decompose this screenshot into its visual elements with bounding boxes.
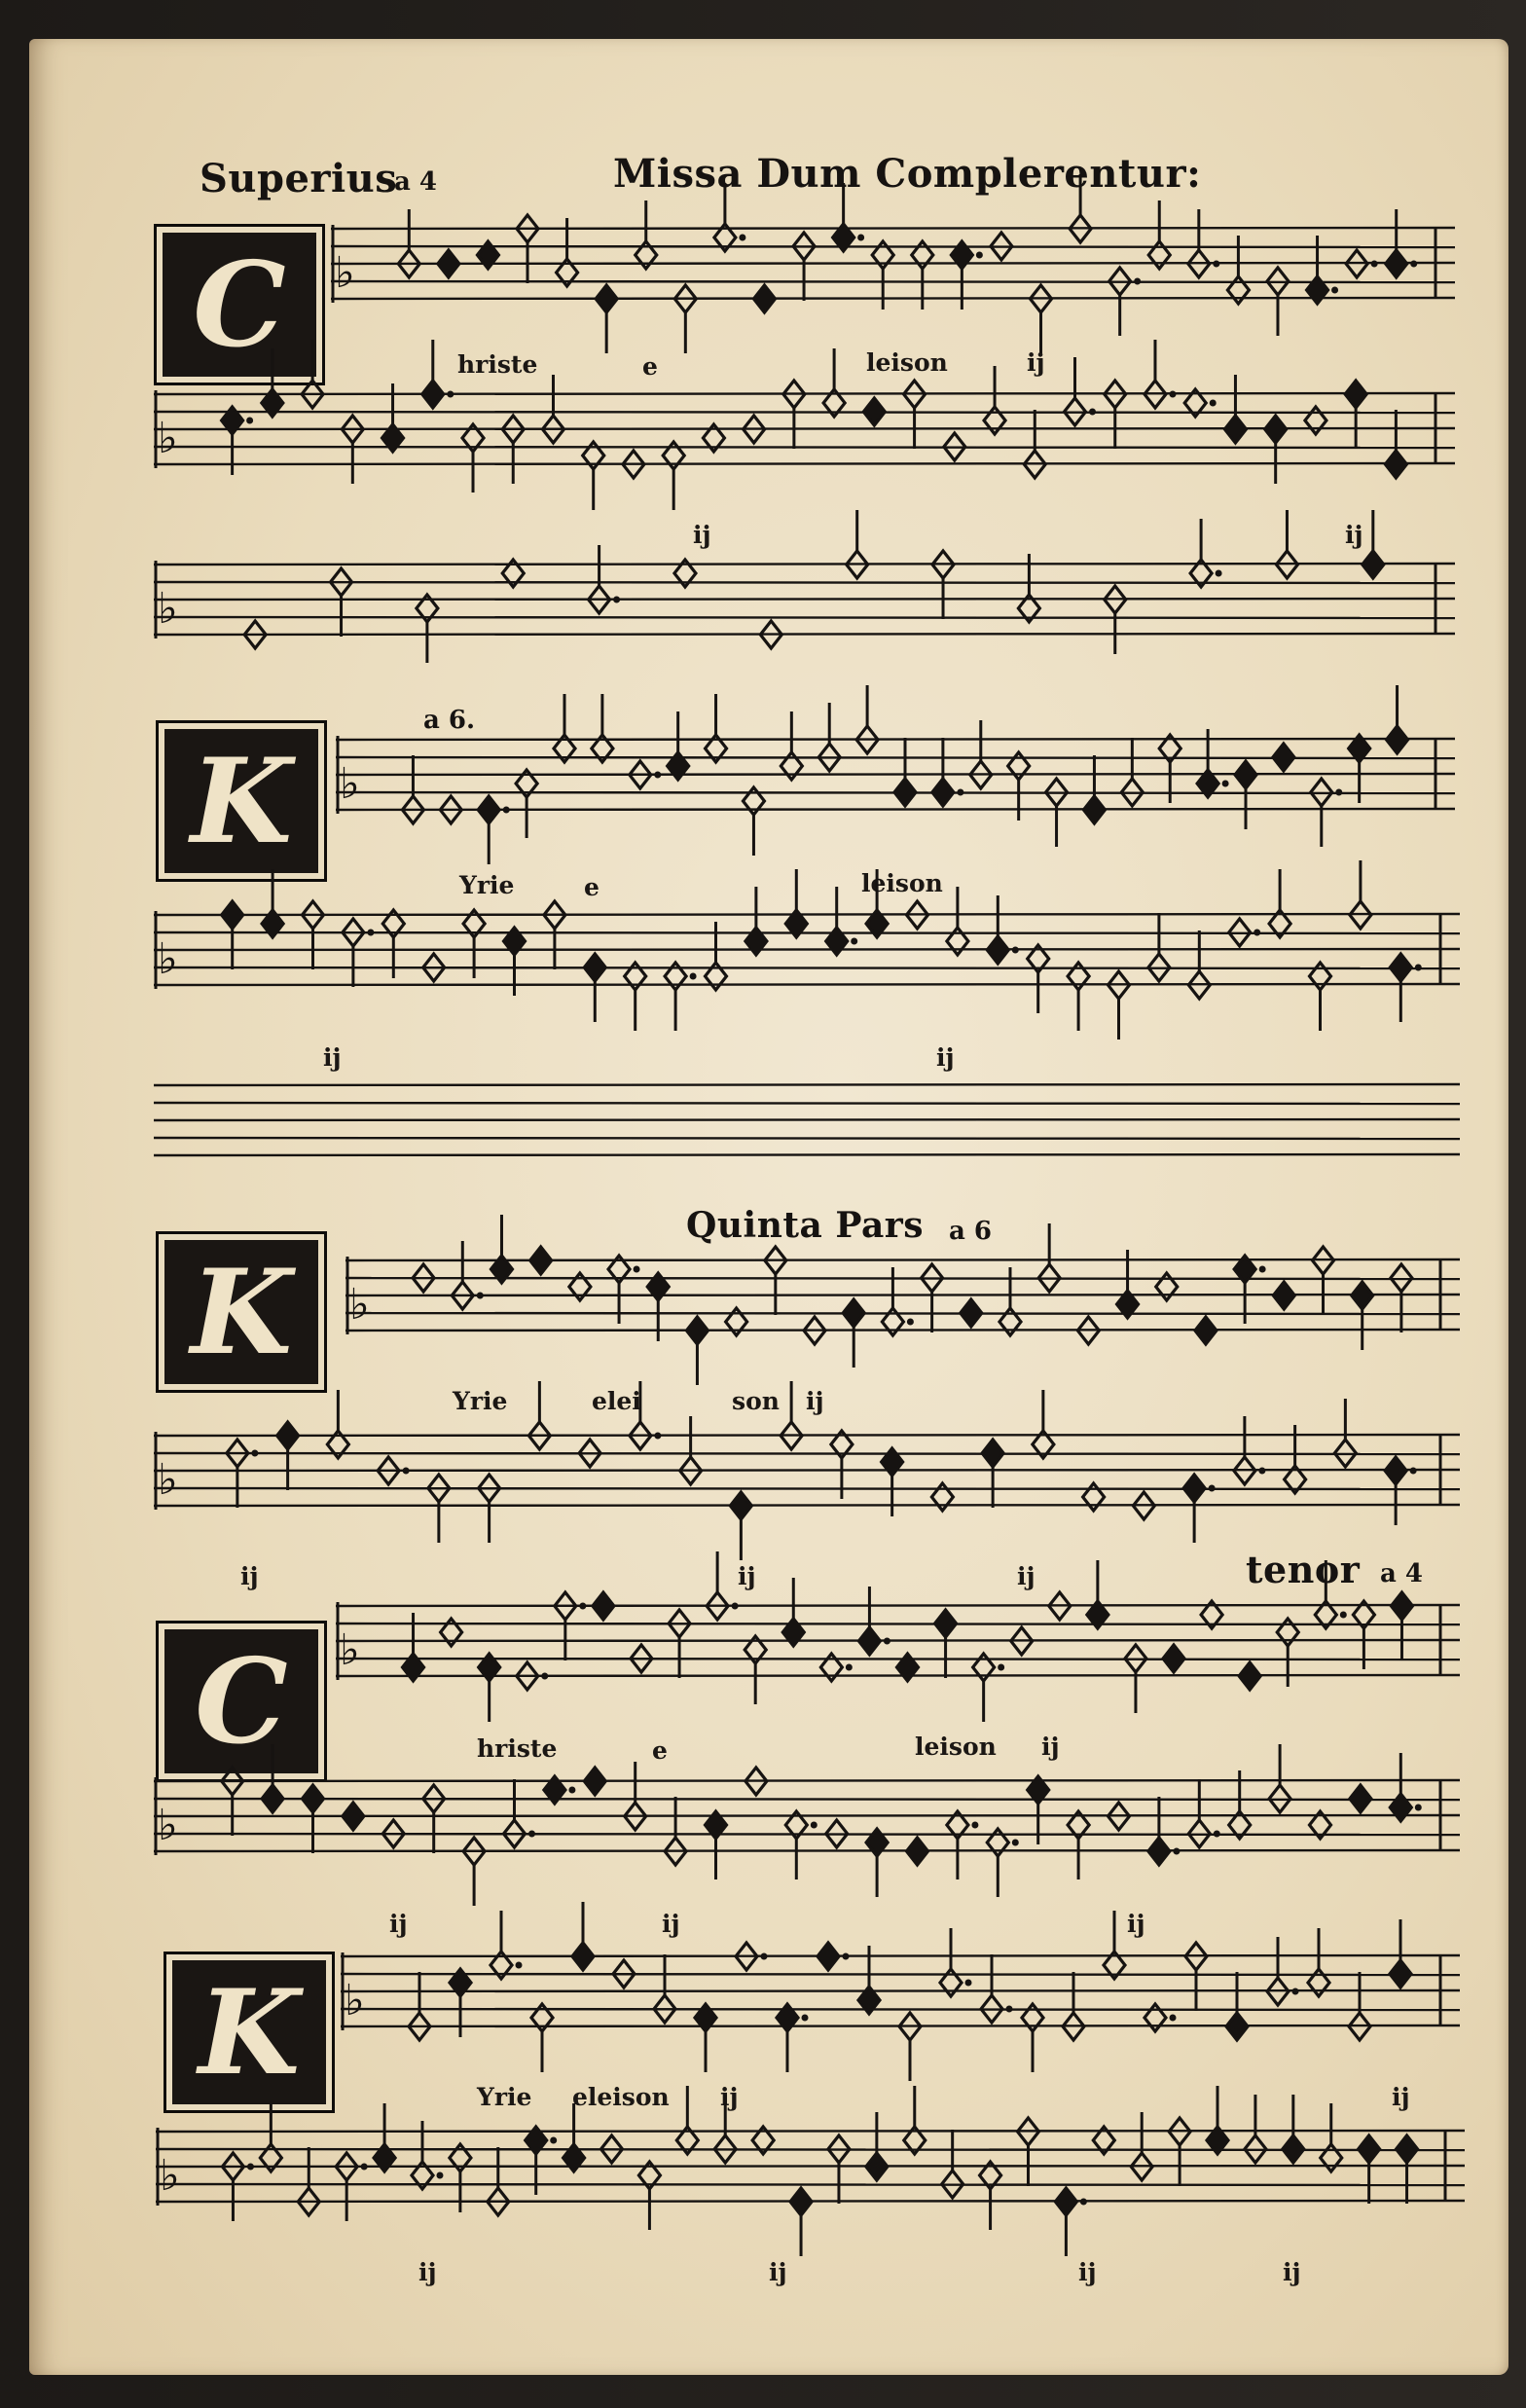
note-dot: [1213, 261, 1219, 268]
note-head: [866, 2153, 888, 2180]
note-head: [1239, 1662, 1260, 1690]
note-head: [1391, 1592, 1412, 1620]
note-dot: [1340, 1612, 1347, 1619]
note-head: [593, 1592, 614, 1620]
note-dot: [1410, 261, 1417, 268]
lyric: ij: [240, 1562, 259, 1590]
lyric: ij: [662, 1910, 680, 1938]
note-head: [1283, 2135, 1304, 2163]
note-head: [872, 241, 893, 269]
note-head: [686, 1317, 708, 1344]
note-head: [843, 1299, 864, 1327]
staff-line: [331, 263, 1455, 264]
note-head: [706, 963, 727, 990]
lyric: ij: [323, 1043, 342, 1072]
staff-line: [154, 1850, 1460, 1851]
note-dot: [634, 1266, 640, 1273]
note-head: [1008, 752, 1030, 780]
note-dot: [1169, 391, 1176, 398]
staff-line: [345, 1330, 1460, 1331]
lyric: ij: [693, 521, 711, 549]
lyric: ij: [1345, 521, 1363, 549]
note-head: [584, 1768, 605, 1795]
note-head: [1307, 276, 1328, 304]
note-head: [951, 241, 972, 269]
clef-mark: ♭: [340, 1625, 360, 1675]
note-dot: [732, 1603, 739, 1610]
note-dot: [1173, 1848, 1180, 1855]
staff-line: [154, 932, 1460, 933]
note-head: [1386, 250, 1407, 277]
note-head: [1273, 744, 1294, 771]
note-head: [820, 1654, 842, 1681]
staff-line: [154, 914, 1460, 915]
note-head: [1235, 761, 1256, 788]
staff-line: [154, 634, 1455, 635]
note-dot: [503, 807, 510, 814]
note-dot: [1415, 965, 1422, 971]
voice-count: a 4: [394, 167, 437, 197]
note-head: [530, 1247, 552, 1274]
note-dot: [1259, 1266, 1266, 1273]
section-label-a6: a 6.: [423, 706, 476, 735]
lyric: ij: [389, 1910, 408, 1938]
note-dot: [690, 973, 697, 980]
staff-line: [154, 1119, 1460, 1120]
note-head: [222, 901, 243, 929]
staff-line: [156, 2149, 1465, 2150]
staff-line: [154, 1834, 1460, 1835]
note-dot: [857, 235, 864, 241]
note-dot: [802, 2015, 809, 2022]
note-head: [1350, 1785, 1371, 1812]
lyric: ij: [738, 1562, 756, 1590]
note-head: [894, 779, 916, 806]
staff-line: [154, 1435, 1460, 1436]
note-dot: [907, 1319, 914, 1326]
note-dot: [971, 1822, 978, 1829]
note-dot: [436, 2172, 443, 2179]
initial-k-2: K: [156, 1231, 327, 1393]
note-dot: [447, 391, 454, 398]
clef-mark: ♭: [158, 934, 178, 984]
note-head: [984, 407, 1005, 434]
staff-line: [331, 228, 1455, 229]
note-head: [1352, 1282, 1373, 1309]
lyric: e: [652, 1736, 668, 1765]
staff-line: [156, 2166, 1465, 2167]
note-dot: [1080, 2199, 1087, 2206]
note-dot: [654, 1433, 661, 1440]
note-dot: [1089, 409, 1096, 416]
lyric: ij: [720, 2083, 739, 2111]
note-head: [262, 1785, 283, 1812]
note-dot: [1210, 400, 1217, 407]
note-dot: [1012, 1840, 1019, 1846]
lyric: ij: [1392, 2083, 1410, 2111]
note-head: [973, 1654, 995, 1681]
section-label-tenor: tenor: [1246, 1548, 1361, 1591]
lyric: ij: [806, 1387, 824, 1415]
staff-line: [154, 1780, 1460, 1781]
note-dot: [251, 1450, 258, 1457]
note-head: [303, 1785, 324, 1812]
note-dot: [1170, 2015, 1177, 2022]
staff-line: [345, 1313, 1460, 1314]
staff-line: [154, 1103, 1460, 1104]
lyric: Yrie: [453, 1387, 508, 1415]
staff-line: [154, 582, 1455, 583]
note-dot: [976, 252, 983, 259]
note-head: [987, 936, 1008, 964]
lyric: ij: [936, 1043, 955, 1072]
lyric: ij: [1017, 1562, 1036, 1590]
staff-line: [154, 617, 1455, 618]
note-dot: [654, 772, 661, 779]
clef-mark: ♭: [158, 584, 178, 634]
note-head: [1083, 1483, 1105, 1511]
note-head: [730, 1492, 751, 1519]
staff-line: [156, 2184, 1465, 2185]
lyric: eleison: [572, 2083, 670, 2111]
staff-line: [154, 1154, 1460, 1155]
note-head: [1083, 796, 1105, 823]
note-dot: [1292, 1988, 1299, 1995]
note-head: [935, 1610, 957, 1637]
note-dot: [541, 1673, 548, 1680]
staff-line: [345, 1278, 1460, 1279]
note-dot: [811, 1822, 818, 1829]
clef-mark: ♭: [158, 414, 178, 463]
note-head: [1148, 241, 1170, 269]
note-dot: [613, 597, 620, 603]
staff-line: [336, 1659, 1460, 1660]
note-head: [343, 1803, 364, 1830]
staff-line: [341, 1955, 1460, 1956]
note-head: [1308, 1969, 1329, 1996]
note-head: [782, 1619, 804, 1646]
note-head: [745, 928, 767, 955]
lyric: hriste: [457, 350, 538, 379]
note-head: [1156, 1273, 1178, 1300]
clef-mark: ♭: [160, 2151, 180, 2201]
staff-line: [154, 1488, 1460, 1489]
note-head: [1305, 407, 1326, 434]
note-dot: [1134, 278, 1141, 285]
note-head: [897, 1654, 919, 1681]
note-head: [1321, 2144, 1342, 2171]
note-head: [818, 1943, 839, 1970]
note-dot: [516, 1962, 523, 1969]
clef-mark: ♭: [340, 759, 360, 809]
note-head: [882, 1308, 903, 1335]
note-head: [781, 752, 802, 780]
staff-line: [331, 246, 1455, 247]
note-dot: [739, 235, 745, 241]
staff-line: [154, 412, 1455, 413]
lyric: ij: [1027, 348, 1045, 377]
staff-line: [154, 1505, 1460, 1506]
note-head: [1224, 416, 1246, 443]
note-head: [1055, 2188, 1076, 2215]
section-label-tenor-sub: a 4: [1380, 1559, 1423, 1588]
note-head: [596, 285, 617, 312]
note-head: [584, 954, 605, 981]
note-head: [1359, 2135, 1380, 2163]
note-head: [1277, 1619, 1298, 1646]
note-dot: [403, 1468, 410, 1475]
note-head: [438, 250, 459, 277]
note-head: [932, 779, 954, 806]
note-head: [982, 1440, 1003, 1467]
lyric: Yrie: [459, 871, 515, 899]
staff-line: [336, 739, 1455, 740]
mass-title: Missa Dum Complerentur:: [613, 151, 1202, 197]
staff-line: [154, 447, 1455, 448]
staff-line: [336, 1675, 1460, 1676]
clef-mark: ♭: [158, 1455, 178, 1505]
staff-line: [154, 984, 1460, 985]
note-dot: [1254, 930, 1260, 936]
note-head: [999, 1308, 1021, 1335]
note-head: [863, 398, 885, 425]
staff-line: [154, 428, 1455, 429]
note-dot: [568, 1787, 575, 1794]
note-head: [277, 1422, 299, 1449]
staff-line: [154, 463, 1455, 464]
note-dot: [1410, 1468, 1417, 1475]
staff-line: [154, 1138, 1460, 1139]
staff-line: [154, 599, 1455, 600]
note-dot: [851, 938, 857, 945]
note-dot: [1331, 287, 1338, 294]
section-label-quinta-sub: a 6: [949, 1217, 992, 1246]
lyric: leison: [866, 348, 948, 377]
staff-line: [341, 1974, 1460, 1975]
staff-line: [331, 298, 1455, 299]
initial-k-1: K: [156, 720, 327, 882]
note-head: [1345, 381, 1366, 408]
note-head: [912, 241, 933, 269]
staff-line: [156, 2131, 1465, 2132]
note-head: [1068, 963, 1089, 990]
lyric: son: [732, 1387, 780, 1415]
note-dot: [477, 1293, 484, 1299]
lyric: ij: [769, 2258, 787, 2286]
note-head: [1144, 2004, 1166, 2031]
staff-line: [154, 1799, 1460, 1800]
note-head: [858, 1627, 880, 1655]
lyric: hriste: [477, 1734, 558, 1763]
note-dot: [1258, 1468, 1265, 1475]
note-head: [422, 381, 444, 408]
lyric: leison: [915, 1733, 997, 1761]
note-head: [478, 796, 499, 823]
note-head: [1183, 1475, 1205, 1502]
note-head: [1387, 726, 1408, 753]
note-dot: [361, 2164, 368, 2171]
note-head: [1310, 963, 1331, 990]
note-head: [572, 1943, 594, 1970]
lyric: ij: [1078, 2258, 1097, 2286]
note-head: [882, 1448, 903, 1476]
note-dot: [1222, 781, 1229, 787]
note-dot: [1335, 789, 1342, 796]
note-dot: [1214, 1831, 1220, 1838]
note-head: [1397, 2135, 1418, 2163]
note-head: [907, 1838, 928, 1865]
lyric: ij: [1041, 1733, 1060, 1761]
note-head: [1226, 2013, 1248, 2040]
note-head: [1362, 551, 1384, 578]
initial-k-3: K: [164, 1952, 335, 2113]
lyric: elei: [592, 1387, 641, 1415]
voice-name: Superius: [200, 156, 398, 201]
note-dot: [1371, 261, 1378, 268]
note-head: [1385, 451, 1406, 478]
note-dot: [884, 1638, 890, 1645]
note-head: [1148, 1838, 1170, 1865]
clef-mark: ♭: [158, 1801, 178, 1850]
note-head: [866, 1829, 888, 1856]
note-dot: [957, 789, 963, 796]
staff-line: [345, 1259, 1460, 1260]
note-dot: [846, 1664, 853, 1671]
note-head: [987, 1829, 1008, 1856]
note-head: [947, 928, 968, 955]
note-dot: [1216, 570, 1222, 577]
note-head: [1390, 1794, 1411, 1821]
lyric: Yrie: [477, 2083, 532, 2111]
note-dot: [1209, 1485, 1216, 1492]
note-head: [1273, 1282, 1294, 1309]
initial-c-1: C: [154, 224, 325, 385]
note-dot: [247, 2164, 254, 2171]
lyric: ij: [418, 2258, 437, 2286]
staff-line: [154, 564, 1455, 565]
staff-line: [154, 967, 1460, 968]
note-head: [753, 285, 775, 312]
staff-line: [336, 1605, 1460, 1606]
note-head: [1022, 2004, 1043, 2031]
note-dot: [1012, 947, 1019, 954]
lyric: ij: [1283, 2258, 1301, 2286]
note-dot: [1415, 1805, 1422, 1811]
note-head: [1390, 954, 1411, 981]
note-dot: [367, 930, 374, 936]
note-head: [931, 1483, 953, 1511]
note-dot: [579, 1603, 586, 1610]
note-head: [961, 1299, 982, 1327]
note-dot: [965, 1980, 972, 1987]
clef-mark: ♭: [345, 1976, 365, 2025]
section-label-quinta: Quinta Pars: [686, 1205, 925, 1246]
staff-line: [154, 949, 1460, 950]
staff-line: [154, 1084, 1460, 1085]
note-head: [1265, 416, 1287, 443]
staff-line: [154, 1453, 1460, 1454]
note-head: [1195, 1317, 1217, 1344]
note-dot: [843, 1953, 850, 1960]
note-dot: [998, 1664, 1004, 1671]
lyric: e: [584, 873, 600, 901]
note-dot: [246, 418, 253, 424]
note-dot: [761, 1953, 768, 1960]
note-head: [790, 2188, 812, 2215]
note-head: [940, 1969, 962, 1996]
lyric: e: [642, 352, 658, 381]
initial-c-2: C: [156, 1621, 327, 1782]
clef-mark: ♭: [349, 1280, 370, 1330]
staff-line: [336, 774, 1455, 775]
note-dot: [1006, 2006, 1013, 2013]
clef-mark: ♭: [335, 248, 355, 298]
note-dot: [528, 1831, 535, 1838]
note-head: [1385, 1457, 1406, 1484]
staff-line: [341, 2009, 1460, 2010]
lyric: ij: [1127, 1910, 1145, 1938]
note-head: [1390, 1960, 1411, 1988]
staff-line: [341, 1990, 1460, 1991]
note-head: [1163, 1645, 1184, 1672]
note-head: [826, 928, 848, 955]
lyric: leison: [861, 869, 943, 897]
note-head: [1227, 276, 1249, 304]
note-dot: [550, 2137, 557, 2144]
